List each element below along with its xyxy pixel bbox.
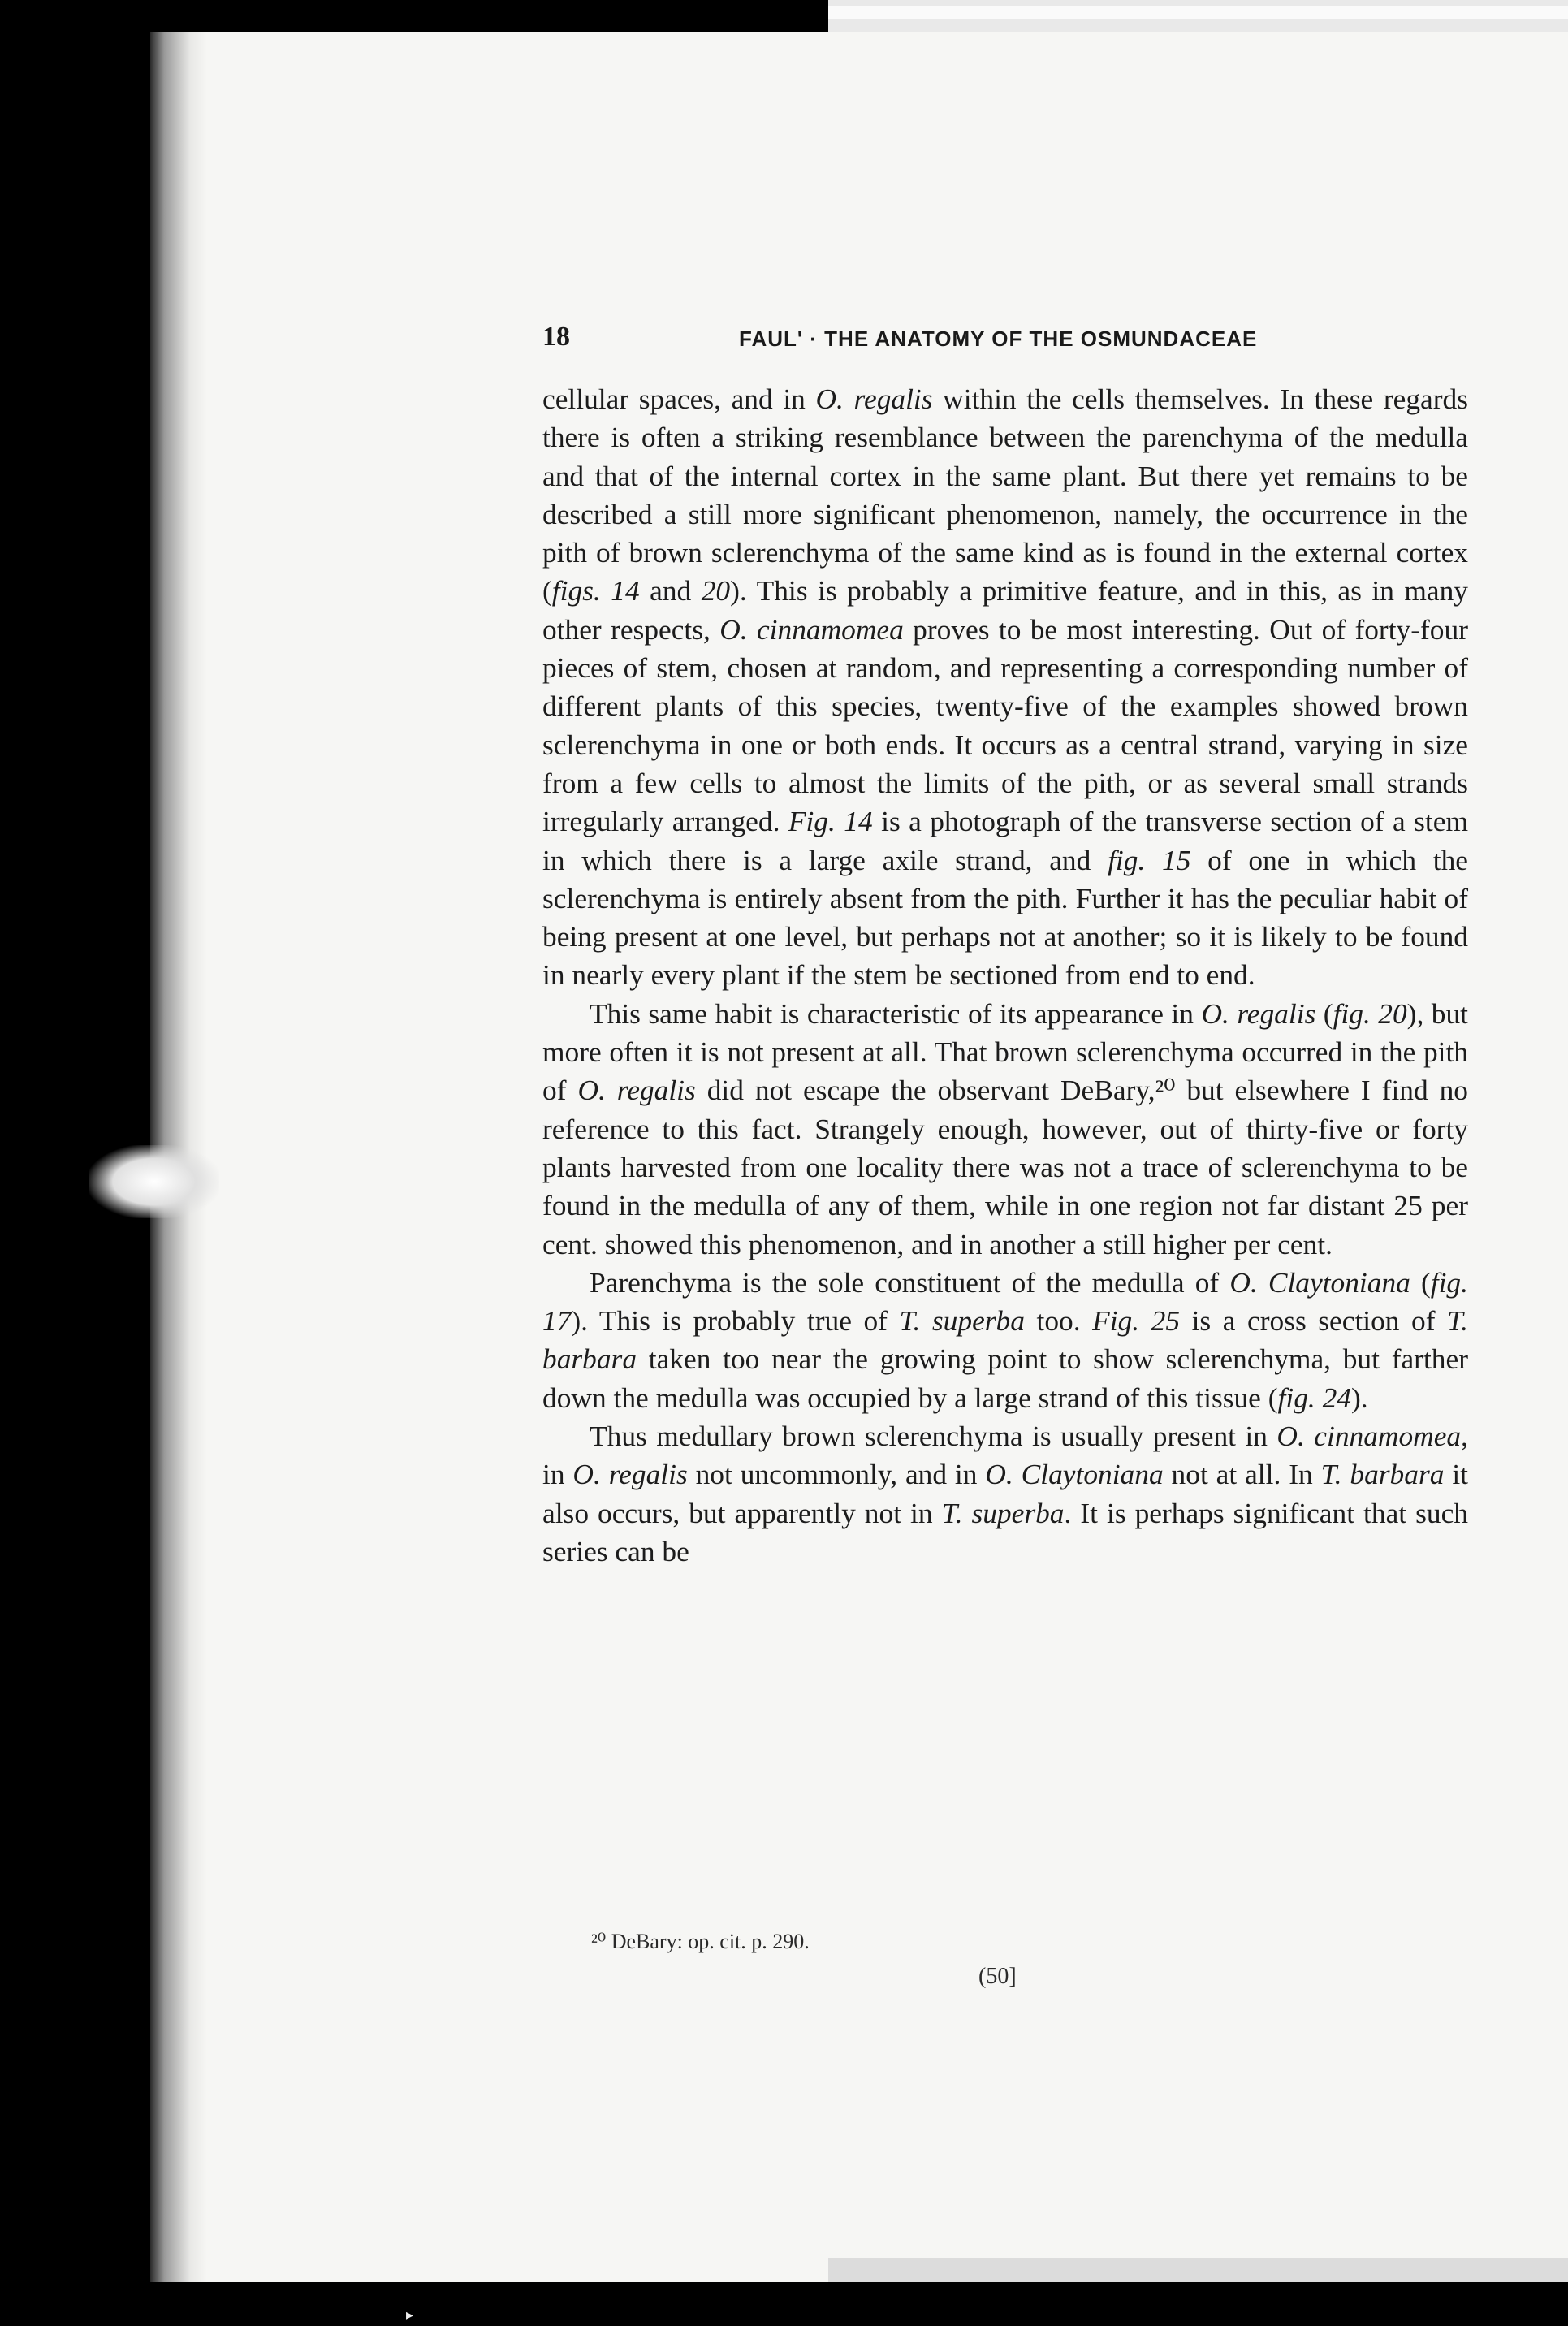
paragraph: Parenchyma is the sole constituent of the medulla of O. Claytoniana (fig. 17). This is probably true of T. superba too. Fig. 25 is a cross section of T. barbara taken too near the growing point to show sclerenchyma, but farther down the medulla was occupied by a large strand of this tissue (fig. 24). — [542, 1265, 1468, 1414]
scan-mark: ▸ — [406, 2307, 414, 2324]
folio: (50] — [978, 1964, 1017, 1989]
scan-glare — [89, 1145, 219, 1218]
paragraph: This same habit is characteristic of its appearance in O. regalis (fig. 20), but more often it is not present at all. That brown sclerenchyma occurred in the pith of O. regalis did not escape the observant DeBary,²⁰ but elsewhere I find no reference to this fact. Strangely enough, however, out of thirty-five or forty plants harvested from one locality there was not a trace of sclerenchyma to be found in the medulla of any of them, while in one region not far distant 25 per cent. showed this phenomenon, and in another a still higher per cent. — [542, 997, 1468, 1260]
body-text — [542, 380, 1468, 1571]
running-title: FAUL' · THE ANATOMY OF THE OSMUNDACEAE — [739, 326, 1258, 351]
footnote: ²⁰ DeBary: op. cit. p. 290. — [591, 1930, 810, 1953]
paragraph: Thus medullary brown sclerenchyma is usually present in O. cinnamomea, in O. regalis not uncommonly, and in O. Claytoniana not at all. In T. barbara it also occurs, but apparently not in T. superba. It is perhaps significant that such series can be — [542, 1420, 1468, 1567]
scan-top-edge-highlight — [828, 6, 1568, 19]
scan-bottom-edge — [828, 2258, 1568, 2282]
paragraph: cellular spaces, and in O. regalis within the cells themselves. In these regards there is often a striking resemblance between the parenchyma of the medulla and that of the internal cortex in the same plant. But there yet remains to be described a still more significant phenomenon, namely, the occurrence in the pith of brown sclerenchyma of the same kind as is found in the external cortex (figs. 14 and 20). This is probably a primitive feature, and in this, as in many other respects, O. cinnamomea proves to be most interesting. Out of forty-four pieces of stem, chosen at random, and representing a corresponding number of different plants of this species, twenty-five of the examples showed brown sclerenchyma in one or both ends. It occurs as a central strand, varying in size from a few cells to almost the limits of the pith, or as several small strands irregularly arranged. Fig. 14 is a photograph of the transverse section of a stem in which there is a large axile strand, and fig. 15 of one in which the sclerenchyma is entirely absent from the pith. Further it has the peculiar habit of being present at one level, but perhaps not at another; so it is likely to be found in nearly every plant if the stem be sectioned from end to end. — [542, 383, 1468, 992]
page-number: 18 — [542, 322, 570, 352]
running-header — [542, 322, 1468, 364]
